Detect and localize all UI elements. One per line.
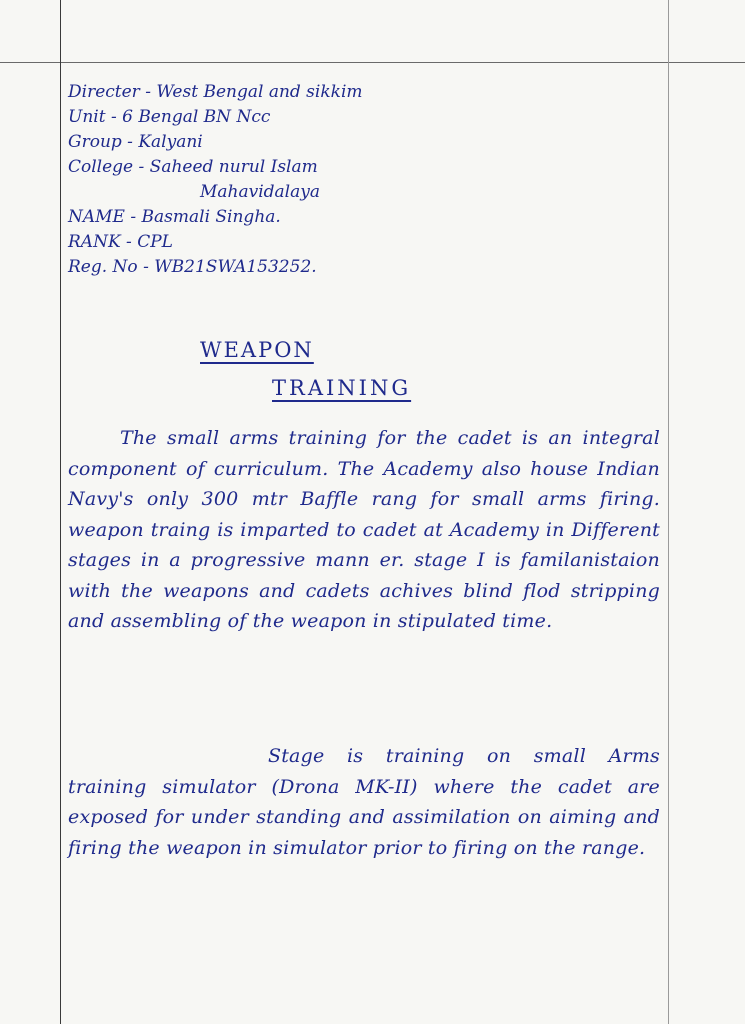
directorate-line: Directer - West Bengal and sikkim (68, 82, 363, 102)
paragraph-simulator-training: Stage is training on small Arms training simulator (Drona MK-II) where the cadet are exposed for under standing and assimilation on aiming and firing the weapon in simulator prior to firing on the range. (68, 745, 660, 859)
margin-line (60, 0, 61, 1024)
paragraph-small-arms-training: The small arms training for the cadet is an integral component of curriculum. The Academy also house Indian Navy's only 300 mtr Baffle rang for small arms firing. weapon traing is imparted to cadet at Academy in Different stages in a progressive mann er. stage I is familanistaion with the weapons and cadets achives blind flod stripping and assembling of the weapon in stipulated time. (68, 427, 660, 632)
page-edge-line (668, 0, 669, 1024)
college-line: College - Saheed nurul Islam (68, 157, 318, 177)
cadet-details (68, 80, 648, 280)
name-line: NAME - Basmali Singha. (68, 207, 281, 227)
unit-line: Unit - 6 Bengal BN Ncc (68, 107, 271, 127)
top-rule-line (0, 62, 745, 63)
registration-number-line: Reg. No - WB21SWA153252. (68, 257, 317, 277)
group-line: Group - Kalyani (68, 132, 203, 152)
rank-line: RANK - CPL (68, 232, 173, 252)
page-title-line2: TRAINING (272, 376, 412, 400)
page-title-line1: WEAPON (200, 338, 314, 362)
college-line-continued: Mahavidalaya (200, 182, 320, 202)
